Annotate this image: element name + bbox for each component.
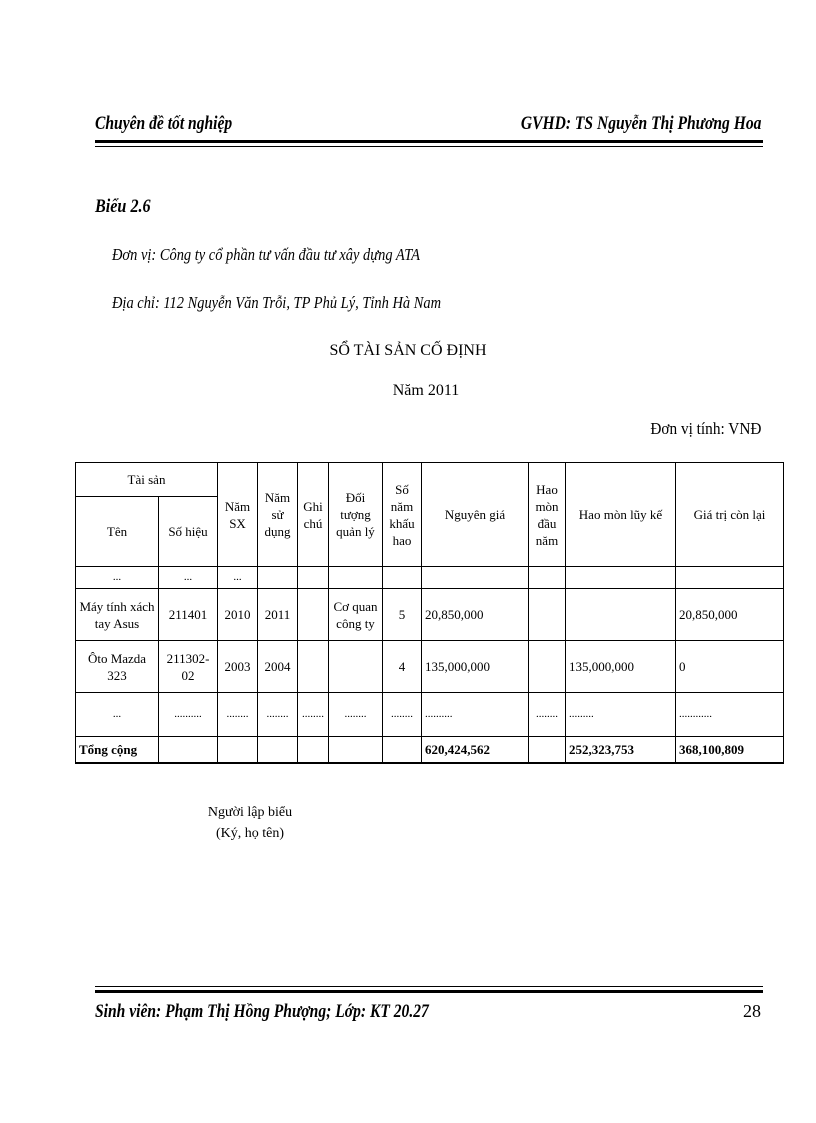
header-rule-thin	[95, 146, 763, 147]
header-hao-mon-luy-ke: Hao mòn lũy kế	[566, 463, 676, 567]
header-hao-mon-dau-nam: Hao mòn đầu năm	[529, 463, 566, 567]
header-ghi-chu: Ghi chú	[298, 463, 329, 567]
header-so-hieu: Số hiệu	[159, 497, 218, 567]
header-right-supervisor: GVHD: TS Nguyễn Thị Phương Hoa	[520, 113, 761, 134]
total-nguyen-gia: 620,424,562	[422, 737, 529, 763]
header-gia-tri-con-lai: Giá trị còn lại	[676, 463, 784, 567]
header-doi-tuong: Đối tượng quản lý	[329, 463, 383, 567]
table-total-row	[76, 737, 784, 763]
footer-rule-thick	[95, 990, 763, 993]
table-row: Ôto Mazda 323 211302-02 2003 2004 4 135,000,000 135,000,000 0	[76, 641, 784, 693]
table-row: ... .......... ........ ........ ........ ........ ........ .......... ........ ......... ............	[76, 693, 784, 737]
header-nguyen-gia: Nguyên giá	[422, 463, 529, 567]
table-row: Máy tính xách tay Asus 211401 2010 2011 Cơ quan công ty 5 20,850,000 20,850,000	[76, 589, 784, 641]
page-title: SỔ TÀI SẢN CỐ ĐỊNH	[329, 342, 487, 359]
page-number: 28	[743, 1001, 761, 1021]
doc-label: Biểu 2.6	[95, 196, 151, 217]
footer-rule-thin	[95, 986, 763, 987]
header-tai-san: Tài sản	[76, 463, 218, 497]
table-row: ... ... ...	[76, 567, 784, 589]
footer-student: Sinh viên: Phạm Thị Hồng Phượng; Lớp: KT 20.27	[95, 1001, 429, 1022]
total-gia-tri-con-lai: 368,100,809	[676, 737, 784, 763]
signature-role: Người lập biểu	[207, 805, 293, 820]
header-rule-thick	[95, 140, 763, 143]
ledger-year: Năm 2011	[392, 382, 460, 399]
header-nam-sx: Năm SX	[218, 463, 258, 567]
header-so-nam-khau-hao: Số năm khấu hao	[383, 463, 422, 567]
total-label: Tổng cộng	[76, 737, 159, 763]
signature-note: (Ký, họ tên)	[215, 826, 285, 841]
currency-unit: Đơn vị tính: VNĐ	[649, 419, 761, 438]
total-hao-mon-luy-ke: 252,323,753	[566, 737, 676, 763]
header-nam-su-dung: Năm sử dụng	[258, 463, 298, 567]
header-left-title: Chuyên đề tốt nghiệp	[95, 113, 233, 134]
fixed-asset-table	[75, 462, 784, 764]
company-unit-line: Đơn vị: Công ty cổ phần tư vấn đầu tư xây dựng ATA	[112, 245, 421, 264]
header-ten: Tên	[76, 497, 159, 567]
company-address-line: Địa chỉ: 112 Nguyễn Văn Trỗi, TP Phủ Lý, Tỉnh Hà Nam	[112, 293, 442, 312]
